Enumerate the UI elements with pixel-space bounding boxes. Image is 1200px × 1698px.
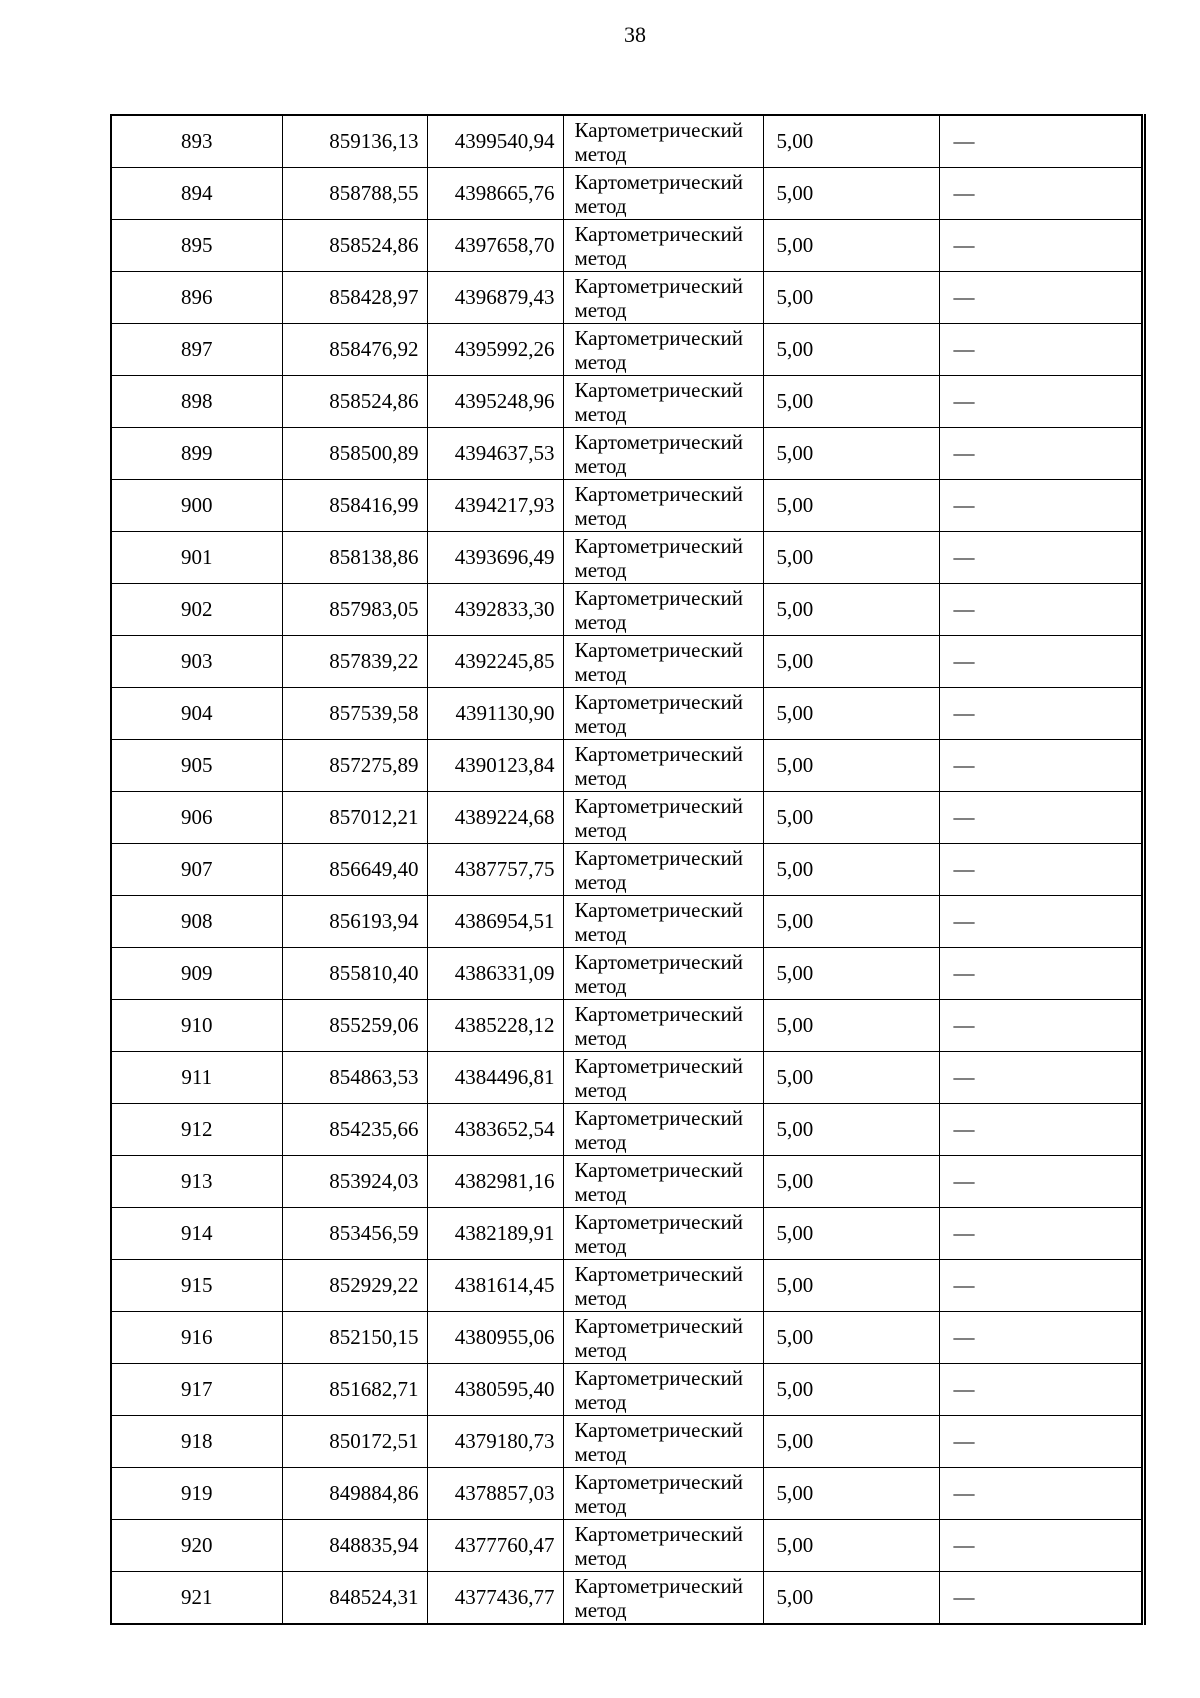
method-line-1: Картометрический [574,585,743,610]
point-number-cell: 910 [111,1000,282,1052]
method-line-1: Картометрический [574,481,743,506]
y-coordinate-cell: 4377436,77 [427,1572,563,1625]
method-line-2: метод [574,557,627,582]
x-coordinate-cell: 858524,86 [282,220,427,272]
description-cell: — [939,948,1143,1000]
y-coordinate-cell: 4390123,84 [427,740,563,792]
point-number-cell: 896 [111,272,282,324]
method-line-1: Картометрический [574,325,743,350]
x-coordinate-cell: 854863,53 [282,1052,427,1104]
method-line-2: метод [574,921,627,946]
point-number-cell: 897 [111,324,282,376]
method-cell [563,220,763,272]
method-cell [563,844,763,896]
x-coordinate-cell: 858428,97 [282,272,427,324]
description-cell: — [939,220,1143,272]
description-cell: — [939,1364,1143,1416]
description-cell: — [939,740,1143,792]
accuracy-cell: 5,00 [763,1312,939,1364]
accuracy-cell: 5,00 [763,376,939,428]
table-row [111,1156,1143,1208]
point-number-cell: 918 [111,1416,282,1468]
accuracy-cell: 5,00 [763,740,939,792]
point-number-cell: 894 [111,168,282,220]
x-coordinate-cell: 851682,71 [282,1364,427,1416]
method-line-1: Картометрический [574,1157,743,1182]
method-cell [563,1052,763,1104]
accuracy-cell: 5,00 [763,480,939,532]
accuracy-cell: 5,00 [763,636,939,688]
x-coordinate-cell: 858416,99 [282,480,427,532]
method-cell [563,1416,763,1468]
method-line-1: Картометрический [574,689,743,714]
description-cell: — [939,1468,1143,1520]
method-cell [563,688,763,740]
method-line-2: метод [574,1389,627,1414]
description-cell: — [939,532,1143,584]
method-cell [563,1000,763,1052]
x-coordinate-cell: 856193,94 [282,896,427,948]
point-number-cell: 911 [111,1052,282,1104]
method-line-1: Картометрический [574,949,743,974]
method-cell [563,428,763,480]
method-line-2: метод [574,1441,627,1466]
point-number-cell: 895 [111,220,282,272]
method-line-1: Картометрический [574,1261,743,1286]
point-number-cell: 903 [111,636,282,688]
accuracy-cell: 5,00 [763,1468,939,1520]
method-line-2: метод [574,349,627,374]
point-number-cell: 914 [111,1208,282,1260]
description-cell: — [939,115,1143,168]
table-row [111,532,1143,584]
description-cell: — [939,896,1143,948]
accuracy-cell: 5,00 [763,532,939,584]
page-number: 38 [624,22,646,47]
point-number-cell: 905 [111,740,282,792]
description-cell: — [939,636,1143,688]
y-coordinate-cell: 4392833,30 [427,584,563,636]
point-number-cell: 913 [111,1156,282,1208]
method-cell [563,792,763,844]
point-number-cell: 900 [111,480,282,532]
x-coordinate-cell: 853924,03 [282,1156,427,1208]
point-number-cell: 898 [111,376,282,428]
table-row [111,324,1143,376]
x-coordinate-cell: 852150,15 [282,1312,427,1364]
point-number-cell: 915 [111,1260,282,1312]
method-line-2: метод [574,1233,627,1258]
accuracy-cell: 5,00 [763,1364,939,1416]
method-line-2: метод [574,1337,627,1362]
method-line-1: Картометрический [574,429,743,454]
description-cell: — [939,480,1143,532]
table-row [111,688,1143,740]
x-coordinate-cell: 858476,92 [282,324,427,376]
accuracy-cell: 5,00 [763,168,939,220]
description-cell: — [939,376,1143,428]
x-coordinate-cell: 859136,13 [282,115,427,168]
method-line-2: метод [574,1493,627,1518]
method-line-2: метод [574,1077,627,1102]
x-coordinate-cell: 852929,22 [282,1260,427,1312]
y-coordinate-cell: 4382189,91 [427,1208,563,1260]
description-cell: — [939,688,1143,740]
description-cell: — [939,1000,1143,1052]
y-coordinate-cell: 4391130,90 [427,688,563,740]
y-coordinate-cell: 4392245,85 [427,636,563,688]
description-cell: — [939,844,1143,896]
table-row [111,480,1143,532]
y-coordinate-cell: 4395248,96 [427,376,563,428]
table-row [111,792,1143,844]
method-line-2: метод [574,869,627,894]
x-coordinate-cell: 857012,21 [282,792,427,844]
method-cell [563,532,763,584]
y-coordinate-cell: 4398665,76 [427,168,563,220]
table-row [111,1312,1143,1364]
method-line-1: Картометрический [574,533,743,558]
accuracy-cell: 5,00 [763,1520,939,1572]
table-row [111,168,1143,220]
description-cell: — [939,1520,1143,1572]
table-row [111,636,1143,688]
table-row [111,896,1143,948]
y-coordinate-cell: 4386954,51 [427,896,563,948]
point-number-cell: 904 [111,688,282,740]
x-coordinate-cell: 854235,66 [282,1104,427,1156]
method-line-1: Картометрический [574,1313,743,1338]
method-line-2: метод [574,609,627,634]
y-coordinate-cell: 4389224,68 [427,792,563,844]
description-cell: — [939,1312,1143,1364]
method-cell [563,1156,763,1208]
method-line-1: Картометрический [574,845,743,870]
point-number-cell: 901 [111,532,282,584]
method-cell [563,324,763,376]
x-coordinate-cell: 848835,94 [282,1520,427,1572]
method-line-2: метод [574,1597,627,1622]
accuracy-cell: 5,00 [763,844,939,896]
y-coordinate-cell: 4384496,81 [427,1052,563,1104]
table-row [111,1416,1143,1468]
method-cell [563,584,763,636]
table-row [111,1468,1143,1520]
description-cell: — [939,324,1143,376]
x-coordinate-cell: 850172,51 [282,1416,427,1468]
table-row [111,1052,1143,1104]
table-row [111,376,1143,428]
y-coordinate-cell: 4395992,26 [427,324,563,376]
accuracy-cell: 5,00 [763,324,939,376]
description-cell: — [939,1572,1143,1625]
method-line-2: метод [574,193,627,218]
method-cell [563,1364,763,1416]
table-row [111,584,1143,636]
accuracy-cell: 5,00 [763,1572,939,1625]
accuracy-cell: 5,00 [763,1000,939,1052]
x-coordinate-cell: 858524,86 [282,376,427,428]
point-number-cell: 899 [111,428,282,480]
method-line-1: Картометрический [574,377,743,402]
description-cell: — [939,792,1143,844]
description-cell: — [939,1104,1143,1156]
accuracy-cell: 5,00 [763,1416,939,1468]
x-coordinate-cell: 857275,89 [282,740,427,792]
x-coordinate-cell: 855810,40 [282,948,427,1000]
table-row [111,1208,1143,1260]
method-line-1: Картометрический [574,169,743,194]
description-cell: — [939,428,1143,480]
x-coordinate-cell: 849884,86 [282,1468,427,1520]
accuracy-cell: 5,00 [763,1260,939,1312]
y-coordinate-cell: 4397658,70 [427,220,563,272]
accuracy-cell: 5,00 [763,584,939,636]
point-number-cell: 908 [111,896,282,948]
method-line-1: Картометрический [574,793,743,818]
method-line-1: Картометрический [574,1469,743,1494]
y-coordinate-cell: 4380955,06 [427,1312,563,1364]
method-line-2: метод [574,973,627,998]
x-coordinate-cell: 857983,05 [282,584,427,636]
method-cell [563,1312,763,1364]
y-coordinate-cell: 4381614,45 [427,1260,563,1312]
accuracy-cell: 5,00 [763,220,939,272]
accuracy-cell: 5,00 [763,115,939,168]
method-line-1: Картометрический [574,741,743,766]
accuracy-cell: 5,00 [763,792,939,844]
method-cell [563,480,763,532]
method-cell [563,1260,763,1312]
table-row [111,1364,1143,1416]
coordinates-table-body [111,115,1143,1624]
method-line-1: Картометрический [574,1209,743,1234]
method-cell [563,115,763,168]
method-line-1: Картометрический [574,1001,743,1026]
x-coordinate-cell: 848524,31 [282,1572,427,1625]
y-coordinate-cell: 4377760,47 [427,1520,563,1572]
point-number-cell: 916 [111,1312,282,1364]
method-line-1: Картометрический [574,637,743,662]
table-row [111,1104,1143,1156]
table-row [111,844,1143,896]
method-cell [563,1208,763,1260]
point-number-cell: 893 [111,115,282,168]
y-coordinate-cell: 4385228,12 [427,1000,563,1052]
y-coordinate-cell: 4396879,43 [427,272,563,324]
method-line-2: метод [574,1025,627,1050]
y-coordinate-cell: 4393696,49 [427,532,563,584]
y-coordinate-cell: 4394637,53 [427,428,563,480]
method-line-1: Картометрический [574,1521,743,1546]
description-cell: — [939,1416,1143,1468]
point-number-cell: 906 [111,792,282,844]
table-row [111,220,1143,272]
method-cell [563,1520,763,1572]
method-line-2: метод [574,1545,627,1570]
method-line-1: Картометрический [574,1417,743,1442]
method-line-1: Картометрический [574,221,743,246]
x-coordinate-cell: 858788,55 [282,168,427,220]
method-line-2: метод [574,401,627,426]
method-line-2: метод [574,817,627,842]
coordinates-table [110,114,1146,1625]
table-row [111,1572,1143,1625]
point-number-cell: 902 [111,584,282,636]
method-cell [563,1572,763,1625]
y-coordinate-cell: 4394217,93 [427,480,563,532]
method-line-1: Картометрический [574,1105,743,1130]
accuracy-cell: 5,00 [763,272,939,324]
method-line-2: метод [574,141,627,166]
method-line-2: метод [574,505,627,530]
method-cell [563,272,763,324]
y-coordinate-cell: 4383652,54 [427,1104,563,1156]
method-line-2: метод [574,661,627,686]
y-coordinate-cell: 4378857,03 [427,1468,563,1520]
accuracy-cell: 5,00 [763,1052,939,1104]
point-number-cell: 919 [111,1468,282,1520]
point-number-cell: 912 [111,1104,282,1156]
point-number-cell: 920 [111,1520,282,1572]
method-line-2: метод [574,765,627,790]
y-coordinate-cell: 4382981,16 [427,1156,563,1208]
coordinates-table-container [110,114,1142,1625]
point-number-cell: 909 [111,948,282,1000]
x-coordinate-cell: 857839,22 [282,636,427,688]
y-coordinate-cell: 4379180,73 [427,1416,563,1468]
method-cell [563,740,763,792]
x-coordinate-cell: 858138,86 [282,532,427,584]
method-line-1: Картометрический [574,117,743,142]
method-cell [563,376,763,428]
method-line-2: метод [574,245,627,270]
method-line-1: Картометрический [574,1053,743,1078]
description-cell: — [939,272,1143,324]
table-row [111,1520,1143,1572]
table-row [111,1260,1143,1312]
method-cell [563,896,763,948]
method-line-1: Картометрический [574,1573,743,1598]
description-cell: — [939,1260,1143,1312]
method-line-1: Картометрический [574,897,743,922]
y-coordinate-cell: 4380595,40 [427,1364,563,1416]
x-coordinate-cell: 855259,06 [282,1000,427,1052]
description-cell: — [939,584,1143,636]
table-row [111,428,1143,480]
description-cell: — [939,1052,1143,1104]
y-coordinate-cell: 4386331,09 [427,948,563,1000]
method-cell [563,1468,763,1520]
method-line-1: Картометрический [574,1365,743,1390]
method-line-1: Картометрический [574,273,743,298]
method-cell [563,168,763,220]
description-cell: — [939,1208,1143,1260]
method-line-2: метод [574,297,627,322]
x-coordinate-cell: 858500,89 [282,428,427,480]
point-number-cell: 907 [111,844,282,896]
description-cell: — [939,168,1143,220]
method-line-2: метод [574,453,627,478]
accuracy-cell: 5,00 [763,1104,939,1156]
method-cell [563,636,763,688]
x-coordinate-cell: 853456,59 [282,1208,427,1260]
point-number-cell: 917 [111,1364,282,1416]
accuracy-cell: 5,00 [763,428,939,480]
table-row [111,948,1143,1000]
table-row [111,740,1143,792]
description-cell: — [939,1156,1143,1208]
method-line-2: метод [574,713,627,738]
accuracy-cell: 5,00 [763,896,939,948]
table-row [111,272,1143,324]
accuracy-cell: 5,00 [763,1156,939,1208]
point-number-cell: 921 [111,1572,282,1625]
method-cell [563,948,763,1000]
method-line-2: метод [574,1285,627,1310]
method-line-2: метод [574,1129,627,1154]
y-coordinate-cell: 4387757,75 [427,844,563,896]
accuracy-cell: 5,00 [763,688,939,740]
y-coordinate-cell: 4399540,94 [427,115,563,168]
x-coordinate-cell: 856649,40 [282,844,427,896]
method-line-2: метод [574,1181,627,1206]
accuracy-cell: 5,00 [763,1208,939,1260]
x-coordinate-cell: 857539,58 [282,688,427,740]
accuracy-cell: 5,00 [763,948,939,1000]
table-row [111,115,1143,168]
method-cell [563,1104,763,1156]
table-row [111,1000,1143,1052]
